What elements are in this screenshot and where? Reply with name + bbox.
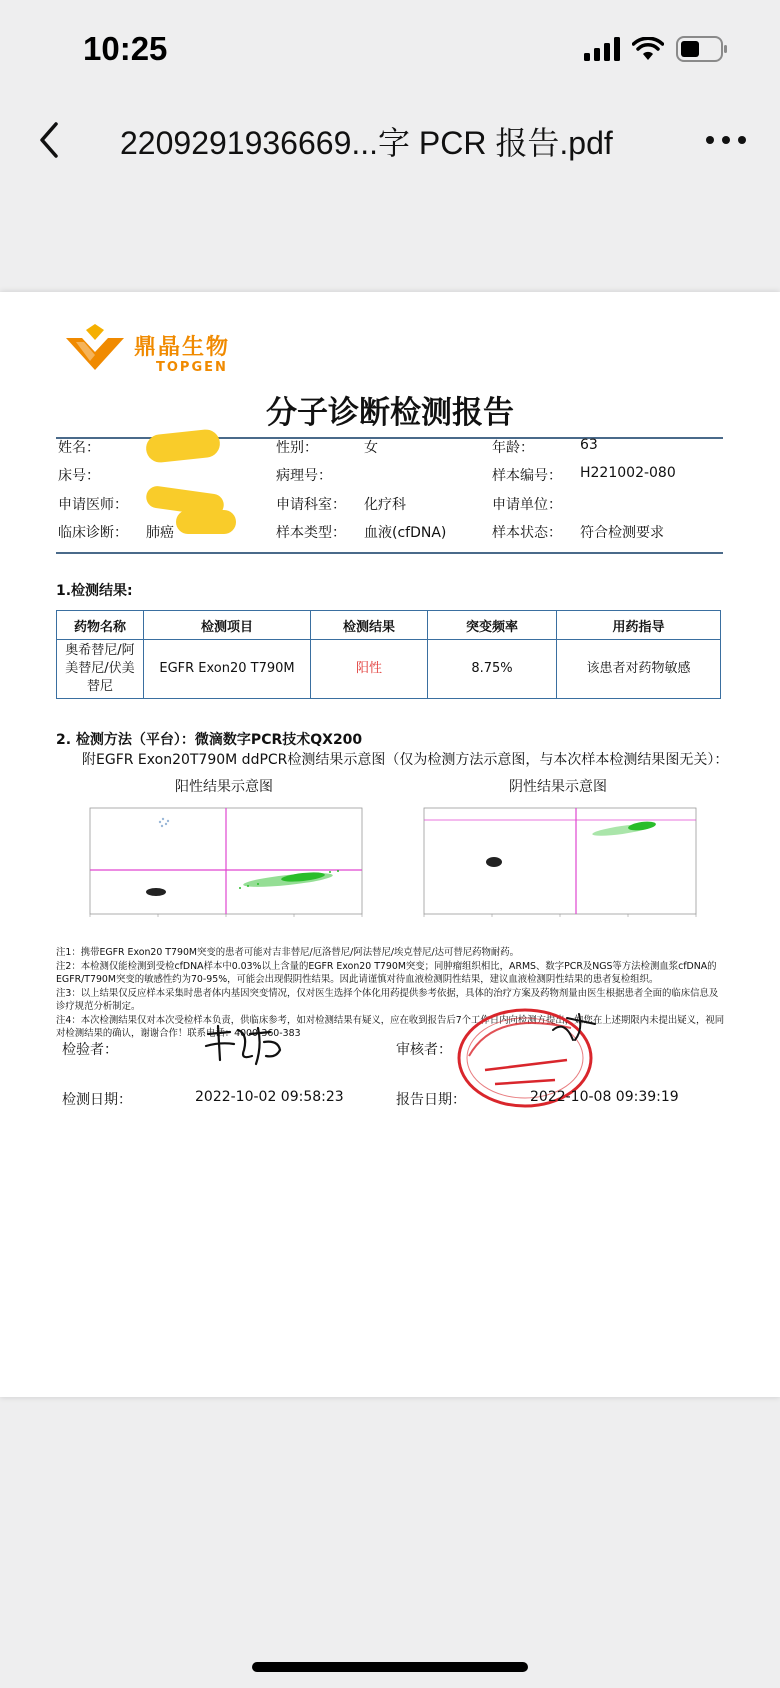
section2-note: 附EGFR Exon20T790M ddPCR检测结果示意图（仅为检测方法示意图，与本次样本检测结果图无关）： [82, 752, 729, 768]
gender-label: 性别： [276, 440, 318, 456]
nav-bar [0, 100, 780, 180]
note-3: 注3：以上结果仅反应样本采集时患者体内基因突变情况，仅对医生选择个体化用药提供参考依据，具体的治疗方案及药物剂量由医生根据患者全面的临床信息及诊疗规范分析制定。 [56, 987, 719, 1012]
cell-frequency: 8.75% [428, 640, 557, 699]
drug-line: 奥希替尼/阿 [65, 643, 135, 658]
pdf-page[interactable] [0, 292, 780, 1397]
section2-title: 2. 检测方法（平台）：微滴数字PCR技术QX200 [56, 732, 363, 748]
drug-line: 美替尼/伏美 [65, 661, 135, 676]
header-frequency: 突变频率 [428, 611, 557, 640]
logo-chinese-name: 鼎晶生物 [134, 335, 231, 360]
info-row [56, 522, 723, 550]
header-item: 检测项目 [144, 611, 311, 640]
report-date-value: 2022-10-08 09:39:19 [530, 1089, 679, 1105]
status-bar [0, 0, 780, 100]
document-title: 2209291936669...字 PCR 报告.pdf [120, 125, 613, 161]
status-icons [584, 36, 728, 62]
cell-item: EGFR Exon20 T790M [144, 640, 311, 699]
signal-icon [584, 37, 620, 61]
back-button[interactable] [30, 118, 70, 162]
negative-scatter-image [402, 800, 702, 926]
cell-drug [57, 640, 144, 699]
unit-label: 申请单位： [492, 497, 562, 513]
battery-icon [676, 36, 728, 62]
header-result: 检测结果 [311, 611, 428, 640]
sample-status-value: 符合检测要求 [580, 525, 664, 541]
dept-value: 化疗科 [364, 497, 406, 513]
test-date-label: 检测日期： [62, 1092, 132, 1108]
sample-status-label: 样本状态： [492, 525, 562, 541]
age-value: 63 [580, 437, 598, 453]
note-1: 注1：携带EGFR Exon20 T790M突变的患者可能对吉非替尼/厄洛替尼/阿法替尼/埃克替尼/达可替尼药物耐药。 [56, 947, 520, 958]
reviewer-label: 审核者： [396, 1042, 452, 1058]
results-table [56, 610, 721, 699]
drug-line: 替尼 [86, 679, 113, 694]
section1-title: 1.检测结果: [56, 583, 133, 599]
test-date-value: 2022-10-02 09:58:23 [195, 1089, 344, 1105]
diagnosis-label: 临床诊断： [58, 525, 128, 541]
header-drug: 药物名称 [57, 611, 144, 640]
home-indicator[interactable] [252, 1662, 528, 1672]
gender-value: 女 [364, 440, 378, 456]
info-bottom-rule [56, 552, 723, 554]
more-icon [702, 122, 750, 158]
negative-chart-title: 阴性结果示意图 [509, 779, 607, 795]
pathology-label: 病理号： [276, 468, 332, 484]
inspector-signature-image [200, 1020, 290, 1068]
bed-label: 床号： [58, 468, 100, 484]
table-row [57, 640, 721, 699]
positive-scatter-image [68, 800, 368, 926]
age-label: 年龄： [492, 440, 534, 456]
sample-no-value: H221002-080 [580, 465, 676, 481]
logo-mark-icon [64, 324, 126, 374]
table-header-row [57, 611, 721, 640]
note-4: 注4：本次检测结果仅对本次受检样本负责，供临床参考，如对检测结果有疑义，应在收到报告后7个工作日内向检测方提出，如您在上述期限内未提出疑义，视同对检测结果的确认，谢谢合作！联系电话：4000-360-383 [56, 1014, 725, 1039]
status-time: 10:25 [83, 30, 168, 67]
positive-chart-title: 阳性结果示意图 [175, 779, 273, 795]
note-2: 注2：本检测仅能检测到受检cfDNA样本中0.03%以上含量的EGFR Exon20 T790M突变；同肿瘤组织相比，ARMS、数字PCR及NGS等方法检测血浆cfDNA的EGFR/T790M突变的敏感性约为70-95%，可能会出现假阴性结果。因此请谨慎对待血液检测阴性结果，建议血液检测阴性结果的患者复检组织。 [56, 960, 717, 985]
report-title: 分子诊断检测报告 [266, 395, 514, 431]
cell-result: 阳性 [311, 640, 428, 699]
logo-english-name: TOPGEN [156, 360, 228, 375]
report-notes [56, 946, 726, 1041]
report-date-label: 报告日期： [396, 1092, 466, 1108]
inspector-label: 检验者： [62, 1042, 118, 1058]
sample-type-value: 血液(cfDNA) [364, 525, 447, 541]
sample-no-label: 样本编号： [492, 468, 562, 484]
sample-type-label: 样本类型： [276, 525, 346, 541]
wifi-icon [632, 37, 664, 61]
more-button[interactable] [702, 122, 750, 158]
diagnosis-value: 肺癌 [146, 525, 174, 541]
back-chevron-icon [30, 118, 70, 162]
doctor-label: 申请医师： [58, 497, 128, 513]
header-guidance: 用药指导 [557, 611, 721, 640]
cell-guidance: 该患者对药物敏感 [557, 640, 721, 699]
redaction-mark [176, 510, 236, 534]
topgen-logo [64, 322, 244, 382]
dept-label: 申请科室： [276, 497, 346, 513]
name-label: 姓名： [58, 440, 100, 456]
